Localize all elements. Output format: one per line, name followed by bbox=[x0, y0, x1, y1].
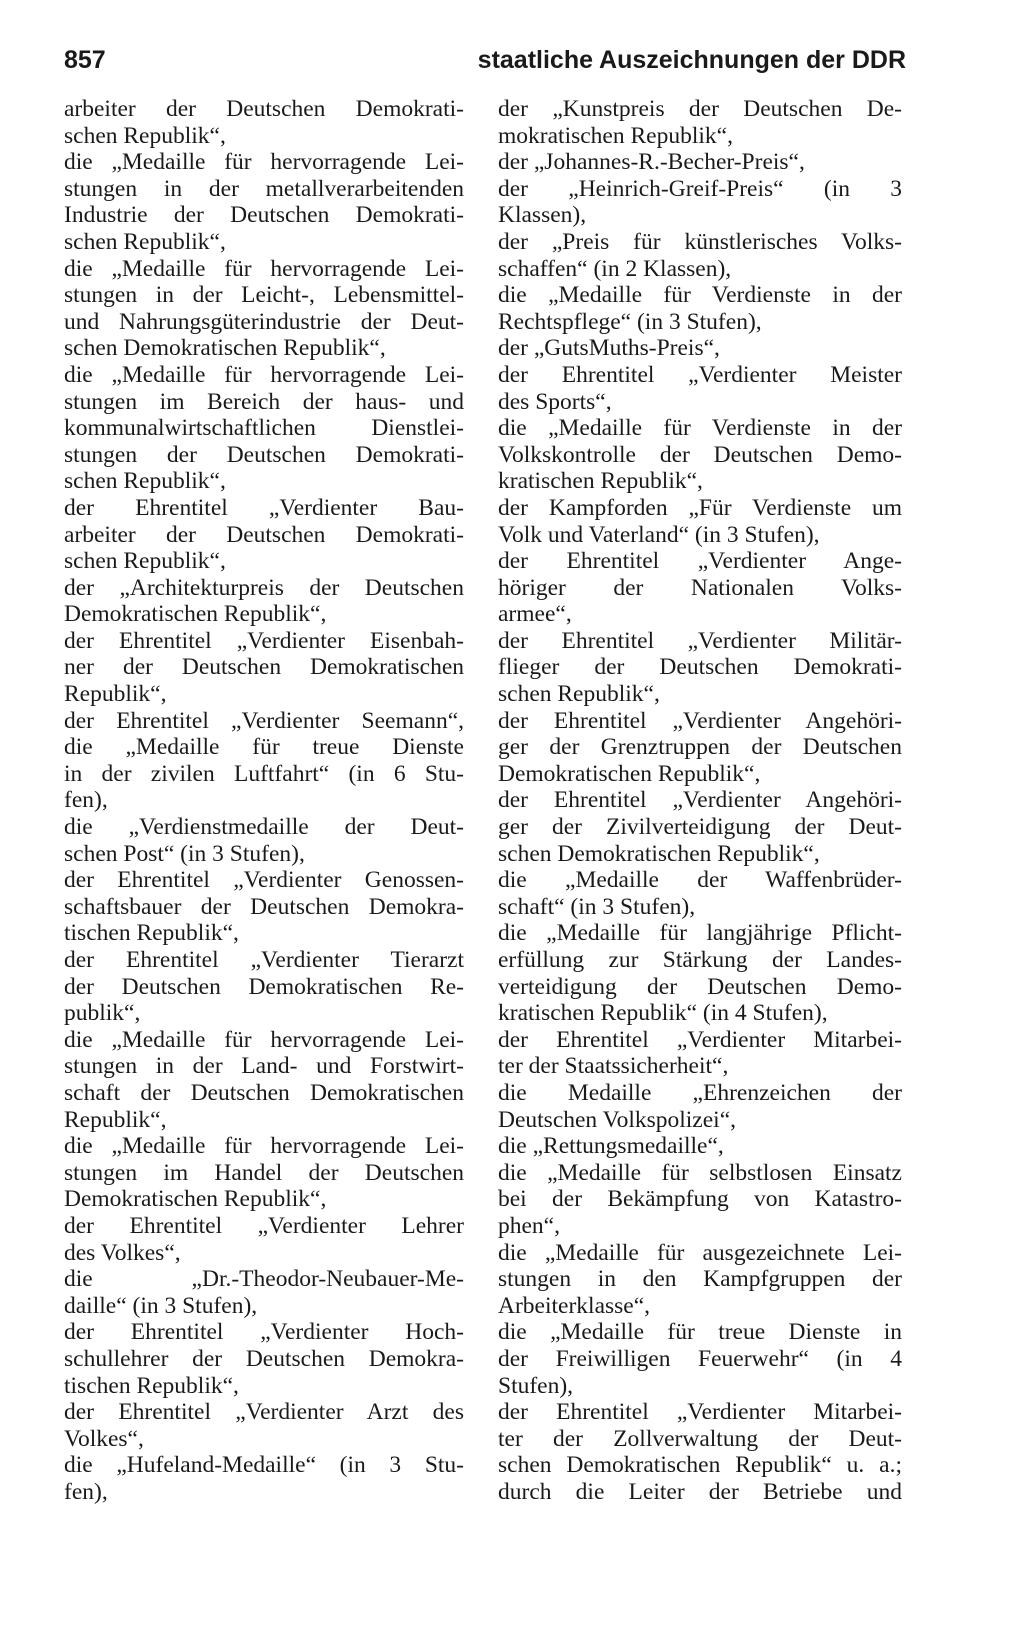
text-line: stungen in der metallverarbeitenden bbox=[64, 175, 464, 202]
text-line: tischen Republik“, bbox=[64, 1372, 239, 1399]
text-line: die „Medaille für Verdienste in der bbox=[498, 282, 902, 309]
text-line: schen Demokratischen Republik“ u. a.; bbox=[498, 1452, 902, 1479]
text-line: die „Medaille für hervorragende Lei- bbox=[64, 361, 464, 388]
text-line: Demokratischen Republik“, bbox=[64, 601, 327, 628]
text-line: die „Medaille der Waffenbrüder- bbox=[498, 867, 902, 894]
text-line: Volkskontrolle der Deutschen Demo- bbox=[498, 441, 902, 468]
text-line: ter der Staatssicherheit“, bbox=[498, 1053, 729, 1080]
text-line: der Ehrentitel „Verdienter Genossen- bbox=[64, 867, 464, 894]
text-line: der Ehrentitel „Verdienter Meister bbox=[498, 361, 902, 388]
text-line: erfüllung zur Stärkung der Landes- bbox=[498, 947, 902, 973]
text-line: daille“ (in 3 Stufen), bbox=[64, 1292, 258, 1319]
text-line: des Sports“, bbox=[498, 388, 612, 415]
text-line: der Ehrentitel „Verdienter Tierarzt bbox=[64, 947, 464, 973]
text-line: Volkes“, bbox=[64, 1425, 144, 1452]
text-line: schen Republik“, bbox=[64, 468, 226, 495]
text-line: ger der Grenztruppen der Deutschen bbox=[498, 734, 902, 761]
text-line: Rechtspflege“ (in 3 Stufen), bbox=[498, 308, 762, 335]
text-line: schaffen“ (in 2 Klassen), bbox=[498, 255, 732, 282]
text-line: die „Verdienstmedaille der Deut- bbox=[64, 814, 464, 841]
text-line: schaftsbauer der Deutschen Demokra- bbox=[64, 893, 464, 920]
text-line: der Freiwilligen Feuerwehr“ (in 4 bbox=[498, 1345, 902, 1372]
text-line: ger der Zivilverteidigung der Deut- bbox=[498, 814, 902, 841]
text-line: phen“, bbox=[498, 1212, 560, 1239]
text-line: Republik“, bbox=[64, 1106, 167, 1133]
text-line: der Ehrentitel „Verdienter Bau- bbox=[64, 494, 464, 521]
text-line: der Ehrentitel „Verdienter Angehöri- bbox=[498, 707, 902, 734]
text-line: der Ehrentitel „Verdienter Ange- bbox=[498, 548, 902, 575]
page-header bbox=[64, 46, 906, 86]
text-line: die „Medaille für selbstlosen Einsatz bbox=[498, 1159, 902, 1186]
text-line: der Ehrentitel „Verdienter Lehrer bbox=[64, 1212, 464, 1239]
text-line: schen Republik“, bbox=[498, 681, 660, 708]
text-line: Klassen), bbox=[498, 202, 587, 229]
text-line: der Ehrentitel „Verdienter Eisenbah- bbox=[64, 627, 464, 654]
text-line: kratischen Republik“, bbox=[498, 468, 703, 495]
text-line: die „Rettungsmedaille“, bbox=[498, 1133, 724, 1160]
text-line: ter der Zollverwaltung der Deut- bbox=[498, 1425, 902, 1452]
text-line: und Nahrungsgüterindustrie der Deut- bbox=[64, 308, 464, 335]
text-line: bei der Bekämpfung von Katastro- bbox=[498, 1186, 902, 1213]
text-line: stungen der Deutschen Demokrati- bbox=[64, 441, 464, 468]
text-line: die „Medaille für ausgezeichnete Lei- bbox=[498, 1239, 902, 1266]
text-line: schaft der Deutschen Demokratischen bbox=[64, 1079, 464, 1106]
text-line: stungen im Bereich der haus- und bbox=[64, 388, 464, 415]
text-line: in der zivilen Luftfahrt“ (in 6 Stu- bbox=[64, 760, 464, 787]
text-line: arbeiter der Deutschen Demokrati- bbox=[64, 96, 464, 122]
text-line: schen Republik“, bbox=[64, 228, 226, 255]
text-line: der „Architekturpreis der Deutschen bbox=[64, 574, 464, 601]
text-line: Demokratischen Republik“, bbox=[64, 1186, 327, 1213]
text-line: schaft“ (in 3 Stufen), bbox=[498, 893, 696, 920]
text-line: der „GutsMuths-Preis“, bbox=[498, 335, 720, 362]
text-line: die „Medaille für hervorragende Lei- bbox=[64, 149, 464, 176]
text-line: Volk und Vaterland“ (in 3 Stufen), bbox=[498, 521, 820, 548]
text-line: die „Medaille für treue Dienste in bbox=[498, 1319, 902, 1346]
text-line: mokratischen Republik“, bbox=[498, 122, 733, 149]
text-line: die „Hufeland-Medaille“ (in 3 Stu- bbox=[64, 1452, 464, 1479]
text-line: stungen in der Leicht-, Lebensmittel- bbox=[64, 282, 464, 309]
text-line: die „Dr.-Theodor-Neubauer-Me- bbox=[64, 1266, 464, 1293]
text-line: der Ehrentitel „Verdienter Seemann“, bbox=[64, 707, 464, 734]
text-line: schen Demokratischen Republik“, bbox=[64, 335, 386, 362]
text-line: Arbeiterklasse“, bbox=[498, 1292, 651, 1319]
text-line: der „Heinrich-Greif-Preis“ (in 3 bbox=[498, 175, 902, 202]
text-line: durch die Leiter der Betriebe und bbox=[498, 1478, 902, 1505]
text-line: Deutschen Volkspolizei“, bbox=[498, 1106, 737, 1133]
text-line: die „Medaille für langjährige Pflicht- bbox=[498, 920, 902, 947]
text-line: schullehrer der Deutschen Demokra- bbox=[64, 1345, 464, 1372]
right-column bbox=[498, 96, 902, 1505]
text-line: der Ehrentitel „Verdienter Arzt des bbox=[64, 1399, 464, 1426]
text-line: der „Preis für künstlerisches Volks- bbox=[498, 228, 902, 255]
text-line: Stufen), bbox=[498, 1372, 574, 1399]
text-line: die „Medaille für hervorragende Lei- bbox=[64, 255, 464, 282]
text-line: der „Johannes-R.-Becher-Preis“, bbox=[498, 149, 805, 176]
text-line: armee“, bbox=[498, 601, 572, 628]
text-line: Republik“, bbox=[64, 681, 167, 708]
text-line: ner der Deutschen Demokratischen bbox=[64, 654, 464, 681]
text-line: die „Medaille für Verdienste in der bbox=[498, 415, 902, 442]
text-line: stungen im Handel der Deutschen bbox=[64, 1159, 464, 1186]
text-line: verteidigung der Deutschen Demo- bbox=[498, 973, 902, 1000]
text-line: schen Post“ (in 3 Stufen), bbox=[64, 840, 305, 867]
text-line: stungen in den Kampfgruppen der bbox=[498, 1266, 902, 1293]
text-line: der Ehrentitel „Verdienter Hoch- bbox=[64, 1319, 464, 1346]
text-line: Demokratischen Republik“, bbox=[498, 760, 761, 787]
running-title: staatliche Auszeichnungen der DDR bbox=[477, 46, 906, 74]
text-line: tischen Republik“, bbox=[64, 920, 239, 947]
text-line: schen Republik“, bbox=[64, 548, 226, 575]
text-line: kratischen Republik“ (in 4 Stufen), bbox=[498, 1000, 828, 1027]
text-line: schen Demokratischen Republik“, bbox=[498, 840, 820, 867]
text-line: publik“, bbox=[64, 1000, 141, 1027]
text-line: stungen in der Land- und Forstwirt- bbox=[64, 1053, 464, 1080]
page-number: 857 bbox=[64, 46, 106, 74]
text-line: der Ehrentitel „Verdienter Angehöri- bbox=[498, 787, 902, 814]
text-line: schen Republik“, bbox=[64, 122, 226, 149]
text-line: arbeiter der Deutschen Demokrati- bbox=[64, 521, 464, 548]
text-line: Industrie der Deutschen Demokrati- bbox=[64, 202, 464, 229]
text-line: die „Medaille für treue Dienste bbox=[64, 734, 464, 761]
text-line: fen), bbox=[64, 787, 108, 814]
text-line: der Ehrentitel „Verdienter Mitarbei- bbox=[498, 1399, 902, 1426]
text-line: die „Medaille für hervorragende Lei- bbox=[64, 1026, 464, 1053]
left-column bbox=[64, 96, 464, 1505]
text-line: höriger der Nationalen Volks- bbox=[498, 574, 902, 601]
text-line: die „Medaille für hervorragende Lei- bbox=[64, 1133, 464, 1160]
text-line: kommunalwirtschaftlichen Dienstlei- bbox=[64, 415, 464, 442]
text-line: der Ehrentitel „Verdienter Mitarbei- bbox=[498, 1026, 902, 1053]
text-line: der „Kunstpreis der Deutschen De- bbox=[498, 96, 902, 122]
text-line: des Volkes“, bbox=[64, 1239, 181, 1266]
text-line: der Deutschen Demokratischen Re- bbox=[64, 973, 464, 1000]
text-line: fen), bbox=[64, 1478, 108, 1505]
text-line: der Ehrentitel „Verdienter Militär- bbox=[498, 627, 902, 654]
text-line: die Medaille „Ehrenzeichen der bbox=[498, 1079, 902, 1106]
text-line: flieger der Deutschen Demokrati- bbox=[498, 654, 902, 681]
text-line: der Kampforden „Für Verdienste um bbox=[498, 494, 902, 521]
